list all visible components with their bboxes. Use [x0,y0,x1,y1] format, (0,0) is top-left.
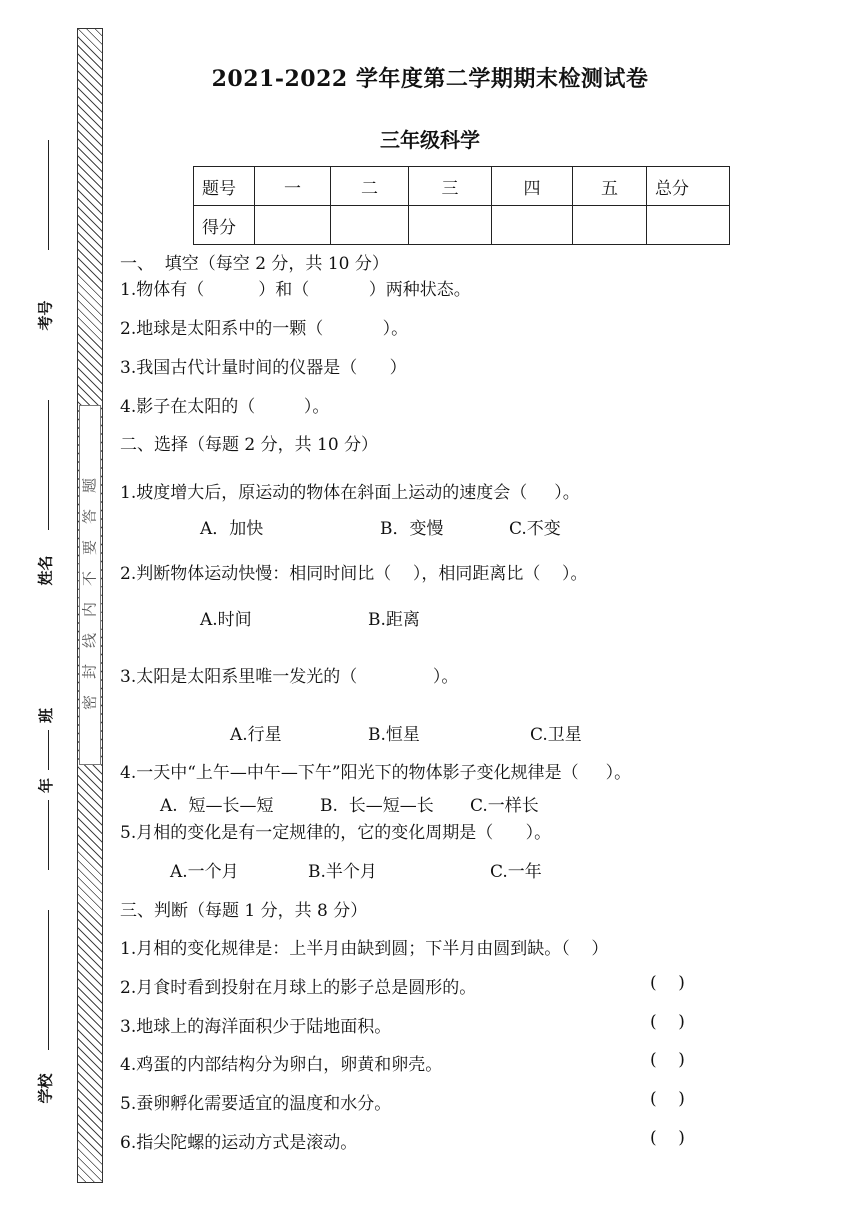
question: 4.一天中“上午—中午—下午”阳光下的物体影子变化规律是（ ）。 [120,763,632,783]
table-cell: 一 [255,167,331,206]
name-label: 姓名 [36,555,55,586]
option: C.不变 [509,519,561,539]
score-cell[interactable] [647,206,730,245]
exam-no-label: 考号 [36,300,55,331]
question: 3.太阳是太阳系里唯一发光的（ ）。 [120,667,459,687]
seal-char: 封 [80,664,99,680]
option: B. 长—短—长 [320,796,434,816]
option: C.一年 [490,862,542,882]
score-cell[interactable] [409,206,492,245]
question: 2.地球是太阳系中的一颗（ ）。 [120,319,409,339]
option: A．加快 [200,519,264,539]
seal-char: 密 [80,695,99,711]
name-line [48,400,49,530]
table-cell: 三 [409,167,492,206]
option: B.半个月 [308,862,377,882]
class-label: 班 [37,707,56,724]
question: 3.我国古代计量时间的仪器是（ ） [120,358,407,378]
option: C.一样长 [470,796,539,816]
page-subtitle: 三年级科学 [380,128,480,152]
table-cell: 题号 [194,167,255,206]
option: A.时间 [200,610,252,630]
score-cell[interactable] [573,206,647,245]
answer-paren[interactable]: ( ) [650,1012,685,1032]
seal-char: 要 [80,540,99,556]
seal-char: 内 [80,602,99,618]
seal-char: 不 [80,571,99,587]
answer-paren[interactable]: ( ) [650,973,685,993]
table-cell: 二 [331,167,409,206]
question: 4.鸡蛋的内部结构分为卵白，卵黄和卵壳。 [120,1055,443,1075]
option: A.一个月 [170,862,239,882]
score-table [193,166,730,245]
option: A. 短—长—短 [160,796,274,816]
question: 1.坡度增大后，原运动的物体在斜面上运动的速度会（ ）。 [120,483,580,503]
option: B.恒星 [368,725,420,745]
seal-char: 答 [80,509,99,525]
page-title: 2021-2022 学年度第二学期期末检测试卷 [211,66,649,92]
question: 1.物体有（ ）和（ ）两种状态。 [120,280,471,300]
question: 3.地球上的海洋面积少于陆地面积。 [120,1017,392,1037]
question: 2.判断物体运动快慢：相同时间比（ ），相同距离比（ ）。 [120,564,588,584]
table-row [194,206,730,245]
answer-paren[interactable]: ( ) [650,1050,685,1070]
question: 5.蚕卵孵化需要适宜的温度和水分。 [120,1094,392,1114]
class-line [48,730,49,770]
question: 1.月相的变化规律是：上半月由缺到圆；下半月由圆到缺。（ ） [120,939,609,959]
grade-line [48,800,49,870]
table-row [194,167,730,206]
exam-no-line [48,140,49,250]
section-heading: 三、判断（每题 1 分，共 8 分） [120,901,368,921]
option: B.距离 [368,610,420,630]
score-cell[interactable] [492,206,573,245]
section-heading: 二、选择（每题 2 分，共 10 分） [120,435,379,455]
seal-char: 线 [80,633,99,649]
table-cell: 五 [573,167,647,206]
answer-paren[interactable]: ( ) [650,1128,685,1148]
score-cell[interactable] [331,206,409,245]
option: C.卫星 [530,725,582,745]
table-cell: 总分 [647,167,730,206]
seal-char: 题 [80,478,99,494]
table-cell: 四 [492,167,573,206]
grade-label: 年 [37,777,56,794]
option: A.行星 [230,725,282,745]
answer-paren[interactable]: ( ) [650,1089,685,1109]
school-line [48,910,49,1050]
option: B．变慢 [380,519,444,539]
question: 4.影子在太阳的（ ）。 [120,397,330,417]
table-cell: 得分 [194,206,255,245]
question: 6.指尖陀螺的运动方式是滚动。 [120,1133,358,1153]
section-heading: 一、 填空（每空 2 分，共 10 分） [120,254,389,274]
score-cell[interactable] [255,206,331,245]
school-label: 学校 [36,1073,55,1104]
question: 5.月相的变化是有一定规律的，它的变化周期是（ ）。 [120,823,552,843]
question: 2.月食时看到投射在月球上的影子总是圆形的。 [120,978,477,998]
seal-notice-text [79,470,101,718]
